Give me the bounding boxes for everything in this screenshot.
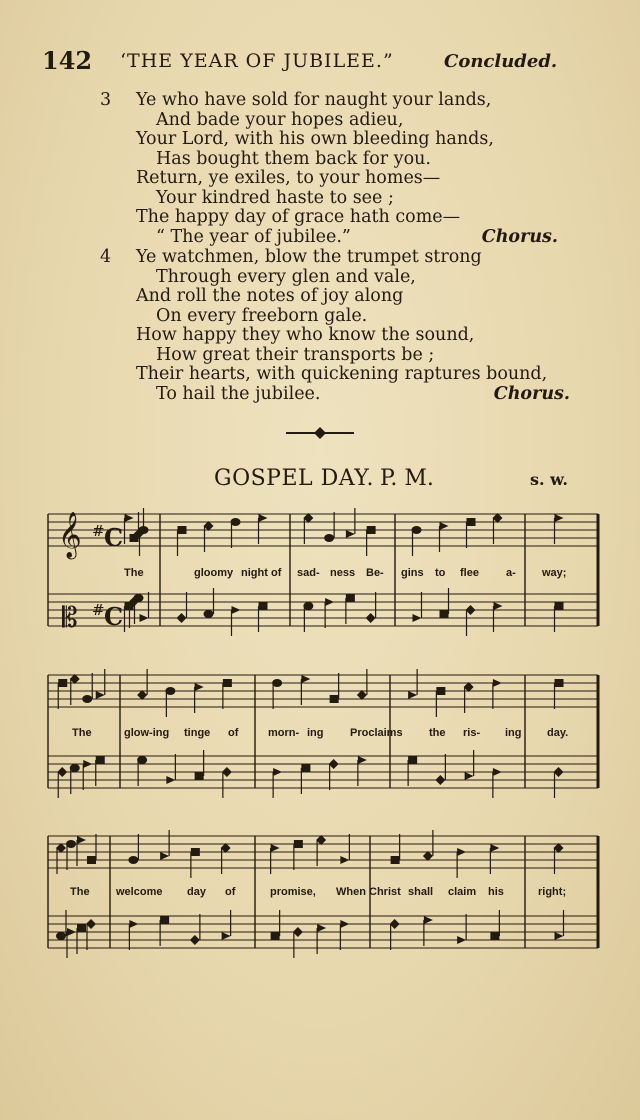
verse-line: Ye who have sold for naught your lands, bbox=[136, 90, 492, 110]
lyric-syllable: ris- bbox=[463, 727, 481, 739]
lyric-syllable: day bbox=[187, 886, 206, 898]
lyric-syllable: to bbox=[435, 567, 446, 579]
stanza-number: 3 bbox=[100, 90, 112, 110]
lyric-syllable: ness bbox=[330, 567, 356, 579]
lyric-syllable: promise, bbox=[270, 886, 316, 898]
lyric-syllable: Be- bbox=[366, 567, 384, 579]
note-head bbox=[494, 602, 503, 610]
note-head bbox=[467, 518, 476, 526]
note-head bbox=[555, 932, 564, 940]
note-head bbox=[324, 534, 334, 542]
verse-line: Has bought them back for you. bbox=[156, 148, 431, 169]
note-head bbox=[317, 924, 326, 932]
lyric-syllable: gins bbox=[401, 567, 424, 579]
note-head bbox=[271, 844, 280, 852]
note-head bbox=[408, 756, 417, 764]
note-head bbox=[195, 683, 204, 691]
lyric-syllable: shall bbox=[408, 886, 434, 898]
lyric-syllable: day. bbox=[547, 727, 569, 739]
note-head bbox=[166, 776, 175, 784]
note-head bbox=[273, 768, 282, 776]
note-head bbox=[222, 932, 231, 940]
lyric-syllable: The bbox=[72, 727, 92, 739]
verse-line: Your Lord, with his own bleeding hands, bbox=[136, 129, 494, 149]
verse-line: How great their transports be ; bbox=[156, 344, 435, 365]
note-head bbox=[128, 856, 138, 864]
running-title: ‘THE YEAR OF JUBILEE.” bbox=[120, 50, 394, 72]
note-head bbox=[490, 932, 499, 940]
verse-line: How happy they who know the sound, bbox=[136, 325, 475, 345]
svg-text:#: # bbox=[92, 522, 105, 540]
lyric-syllable: welcome bbox=[116, 886, 163, 898]
note-head bbox=[56, 932, 66, 940]
verse-line: Their hearts, with quickening raptures bound, bbox=[136, 364, 548, 384]
lyric-syllable: sad- bbox=[297, 567, 320, 579]
note-head bbox=[301, 764, 310, 772]
lyric-syllable: night bbox=[241, 567, 268, 579]
lyric-syllable: Proclaims bbox=[350, 727, 403, 739]
note-head bbox=[160, 916, 169, 924]
lyric-syllable: a- bbox=[506, 567, 516, 579]
verse-line: To hail the jubilee. bbox=[156, 383, 321, 404]
lyric-syllable: morn- bbox=[268, 727, 300, 739]
note-head bbox=[340, 920, 349, 928]
page-number: 142 bbox=[42, 46, 93, 75]
lyric-syllable: gloomy bbox=[194, 567, 234, 579]
note-head bbox=[58, 679, 67, 687]
note-head bbox=[457, 848, 466, 856]
note-head bbox=[204, 610, 214, 618]
lyric-syllable: When Christ bbox=[336, 886, 401, 898]
note-head bbox=[190, 935, 200, 945]
note-head bbox=[555, 514, 564, 522]
note-head bbox=[457, 936, 466, 944]
note-head bbox=[346, 530, 355, 538]
note-head bbox=[413, 614, 422, 622]
note-head bbox=[140, 614, 149, 622]
song-title: GOSPEL DAY. bbox=[214, 466, 374, 491]
lyric-syllable: the bbox=[429, 727, 446, 739]
note-head bbox=[325, 598, 334, 606]
lyric-syllable: way; bbox=[542, 567, 567, 579]
note-head bbox=[223, 679, 232, 687]
note-head bbox=[465, 772, 474, 780]
note-head bbox=[96, 691, 105, 699]
note-head bbox=[301, 675, 310, 683]
note-head bbox=[340, 856, 349, 864]
lyric-syllable: of bbox=[225, 886, 236, 898]
note-head bbox=[424, 916, 433, 924]
note-head bbox=[259, 514, 268, 522]
lyric-syllable: flee bbox=[460, 567, 479, 579]
lyric-syllable: ing bbox=[505, 727, 522, 739]
svg-text:𝄡: 𝄡 bbox=[62, 601, 78, 634]
note-head bbox=[177, 613, 187, 623]
note-head bbox=[294, 840, 303, 848]
note-head bbox=[435, 775, 445, 785]
svg-text:#: # bbox=[92, 601, 105, 619]
verse-line: And bade your hopes adieu, bbox=[156, 109, 404, 130]
note-head bbox=[366, 613, 376, 623]
svg-text:C: C bbox=[104, 523, 124, 552]
note-head bbox=[77, 924, 86, 932]
lyric-syllable: The bbox=[70, 886, 90, 898]
note-head bbox=[330, 695, 339, 703]
note-head bbox=[440, 610, 449, 618]
svg-text:C: C bbox=[104, 602, 124, 631]
lyric-syllable: his bbox=[488, 886, 504, 898]
verse-line: Return, ye exiles, to your homes— bbox=[136, 168, 441, 188]
note-head bbox=[367, 526, 376, 534]
note-head bbox=[96, 756, 105, 764]
note-head bbox=[160, 852, 169, 860]
note-head bbox=[408, 691, 417, 699]
lyric-syllable: glow-ing bbox=[124, 727, 170, 739]
note-head bbox=[87, 856, 96, 864]
note-head bbox=[391, 856, 400, 864]
note-head bbox=[191, 848, 200, 856]
chorus-marker: Chorus. bbox=[481, 226, 558, 247]
chorus-marker: Chorus. bbox=[493, 383, 570, 404]
lyric-syllable: The bbox=[124, 567, 144, 579]
note-head bbox=[232, 606, 241, 614]
lyric-syllable: of bbox=[271, 567, 282, 579]
verse-line: And roll the notes of joy along bbox=[136, 286, 404, 306]
note-head bbox=[358, 756, 367, 764]
verse-line: Your kindred haste to see ; bbox=[156, 187, 394, 208]
note-head bbox=[129, 920, 138, 928]
verse-line: Ye watchmen, blow the trumpet strong bbox=[136, 247, 482, 267]
note-head bbox=[346, 594, 355, 602]
lyric-syllable: ing bbox=[307, 727, 324, 739]
note-head bbox=[271, 932, 280, 940]
continued-label: Concluded. bbox=[444, 51, 558, 72]
note-head bbox=[555, 602, 564, 610]
note-head bbox=[77, 836, 86, 844]
note-head bbox=[436, 687, 445, 695]
lyric-syllable: right; bbox=[538, 886, 567, 898]
verse-line: The happy day of grace hath come— bbox=[136, 207, 461, 227]
song-meter: P. M. bbox=[380, 466, 434, 491]
note-head bbox=[493, 679, 502, 687]
verse-line: On every freeborn gale. bbox=[156, 305, 368, 326]
note-head bbox=[83, 760, 92, 768]
lyric-syllable: of bbox=[228, 727, 239, 739]
note-head bbox=[195, 772, 204, 780]
note-head bbox=[82, 695, 92, 703]
note-head bbox=[259, 602, 268, 610]
note-head bbox=[493, 768, 502, 776]
lyric-syllable: claim bbox=[448, 886, 477, 898]
note-head bbox=[490, 844, 499, 852]
note-head bbox=[555, 679, 564, 687]
note-head bbox=[440, 522, 449, 530]
svg-text:𝄞: 𝄞 bbox=[58, 512, 82, 558]
note-head bbox=[125, 514, 134, 522]
note-head bbox=[178, 526, 187, 534]
verse-line: Through every glen and vale, bbox=[156, 266, 416, 287]
song-author: s. w. bbox=[530, 470, 568, 489]
lyric-syllable: tinge bbox=[184, 727, 211, 739]
verse-line: “ The year of jubilee.” bbox=[156, 226, 351, 247]
note-head bbox=[67, 928, 76, 936]
stanza-number: 4 bbox=[100, 247, 112, 267]
